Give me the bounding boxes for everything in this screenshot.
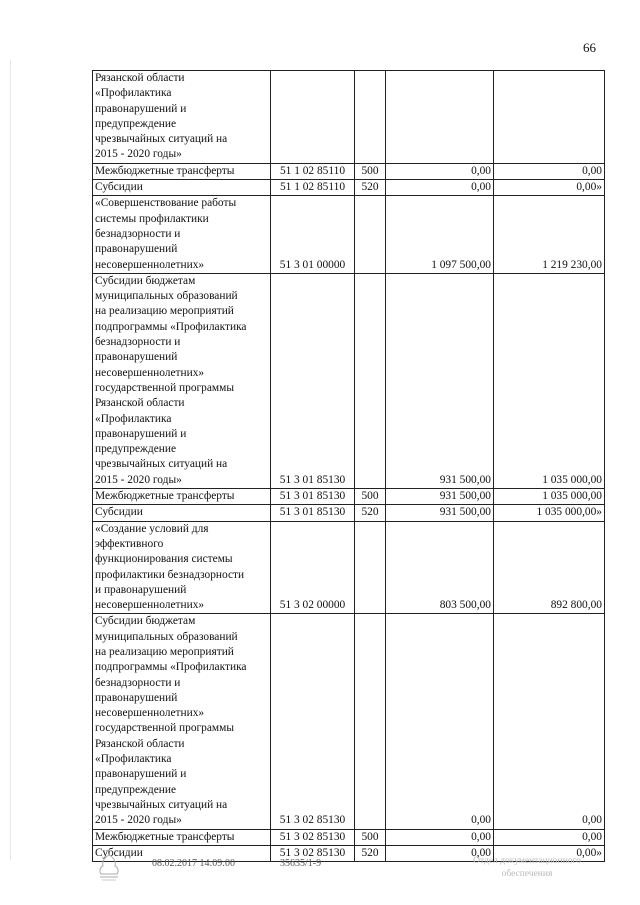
row-type (355, 196, 386, 273)
row-value-2018: 892 800,00 (494, 521, 605, 614)
row-value-2017: 0,00 (386, 845, 494, 861)
stamp-line-2: обеспечения (501, 869, 553, 879)
row-code: 51 3 02 85130 (271, 845, 355, 861)
row-type: 500 (355, 829, 386, 845)
row-name: Межбюджетные трансферты (93, 489, 271, 505)
page-number: 66 (583, 40, 596, 55)
row-name: Субсидии (93, 505, 271, 521)
row-code: 51 3 02 85130 (271, 614, 355, 829)
table-row (93, 521, 605, 614)
row-value-2017: 931 500,00 (386, 273, 494, 488)
table-row (93, 273, 605, 488)
row-value-2017: 0,00 (386, 614, 494, 829)
table-row (93, 180, 605, 196)
row-value-2017: 803 500,00 (386, 521, 494, 614)
row-name: Рязанской области «Профилактика правонарушений и предупреждение чрезвычайных ситуаций на 2015 - 2020 годы» (93, 71, 271, 164)
row-value-2018: 1 219 230,00 (494, 196, 605, 273)
footer-doc-number: 35635/1-9 (280, 858, 322, 869)
department-stamp (452, 855, 602, 881)
row-type: 520 (355, 505, 386, 521)
row-value-2017: 0,00 (386, 829, 494, 845)
row-value-2018: 1 035 000,00 (494, 489, 605, 505)
row-name: Межбюджетные трансферты (93, 163, 271, 179)
row-type: 500 (355, 489, 386, 505)
row-name: «Создание условий для эффективного функционирования системы профилактики безнадзорности и правонарушений несовершеннолетних» (93, 521, 271, 614)
row-code: 51 3 02 00000 (271, 521, 355, 614)
row-name: «Совершенствование работы системы профилактики безнадзорности и правонарушений несовершеннолетних» (93, 196, 271, 273)
row-value-2017: 931 500,00 (386, 489, 494, 505)
row-type: 500 (355, 163, 386, 179)
row-name: Субсидии бюджетам муниципальных образований на реализацию мероприятий подпрограммы «Профилактика безнадзорности и правонарушений несовершеннолетних» государственной программы Рязанской области «Профилактика правонарушений и предупреждение чрезвычайных ситуаций на 2015 - 2020 годы» (93, 273, 271, 488)
row-code: 51 3 02 85130 (271, 829, 355, 845)
row-name: Субсидии бюджетам муниципальных образований на реализацию мероприятий подпрограммы «Профилактика безнадзорности и правонарушений несовершеннолетних» государственной программы Рязанской области «Профилактика правонарушений и предупреждение чрезвычайных ситуаций на 2015 - 2020 годы» (93, 614, 271, 829)
row-value-2017: 0,00 (386, 163, 494, 179)
table-row (93, 196, 605, 273)
row-code: 51 3 01 85130 (271, 273, 355, 488)
row-type (355, 71, 386, 164)
row-value-2018: 0,00 (494, 163, 605, 179)
row-code: 51 3 01 00000 (271, 196, 355, 273)
table-row (93, 489, 605, 505)
row-name: Субсидии (93, 845, 271, 861)
row-type: 520 (355, 845, 386, 861)
footer-date: 08.02.2017 14:09:00 (152, 858, 236, 869)
row-code: 51 1 02 85110 (271, 180, 355, 196)
row-value-2017 (386, 71, 494, 164)
emblem-icon (94, 852, 124, 882)
table-row (93, 163, 605, 179)
table-row (93, 829, 605, 845)
row-code: 51 3 01 85130 (271, 489, 355, 505)
table-row (93, 614, 605, 829)
row-value-2017: 0,00 (386, 180, 494, 196)
scan-margin-line (10, 60, 11, 860)
row-value-2018: 1 035 000,00» (494, 505, 605, 521)
row-type (355, 521, 386, 614)
budget-table (92, 70, 605, 862)
row-value-2018: 0,00» (494, 845, 605, 861)
row-code: 51 3 01 85130 (271, 505, 355, 521)
row-value-2018 (494, 71, 605, 164)
row-value-2018: 0,00 (494, 829, 605, 845)
row-type (355, 614, 386, 829)
row-code: 51 1 02 85110 (271, 163, 355, 179)
table-row (93, 505, 605, 521)
row-type (355, 273, 386, 488)
row-value-2017: 931 500,00 (386, 505, 494, 521)
row-code (271, 71, 355, 164)
row-name: Субсидии (93, 180, 271, 196)
row-value-2018: 1 035 000,00 (494, 273, 605, 488)
table-row (93, 71, 605, 164)
row-value-2018: 0,00 (494, 614, 605, 829)
stamp-line-1: Отдел документационного (473, 856, 581, 866)
budget-table-body (93, 71, 605, 862)
row-value-2018: 0,00» (494, 180, 605, 196)
row-type: 520 (355, 180, 386, 196)
row-value-2017: 1 097 500,00 (386, 196, 494, 273)
row-name: Межбюджетные трансферты (93, 829, 271, 845)
